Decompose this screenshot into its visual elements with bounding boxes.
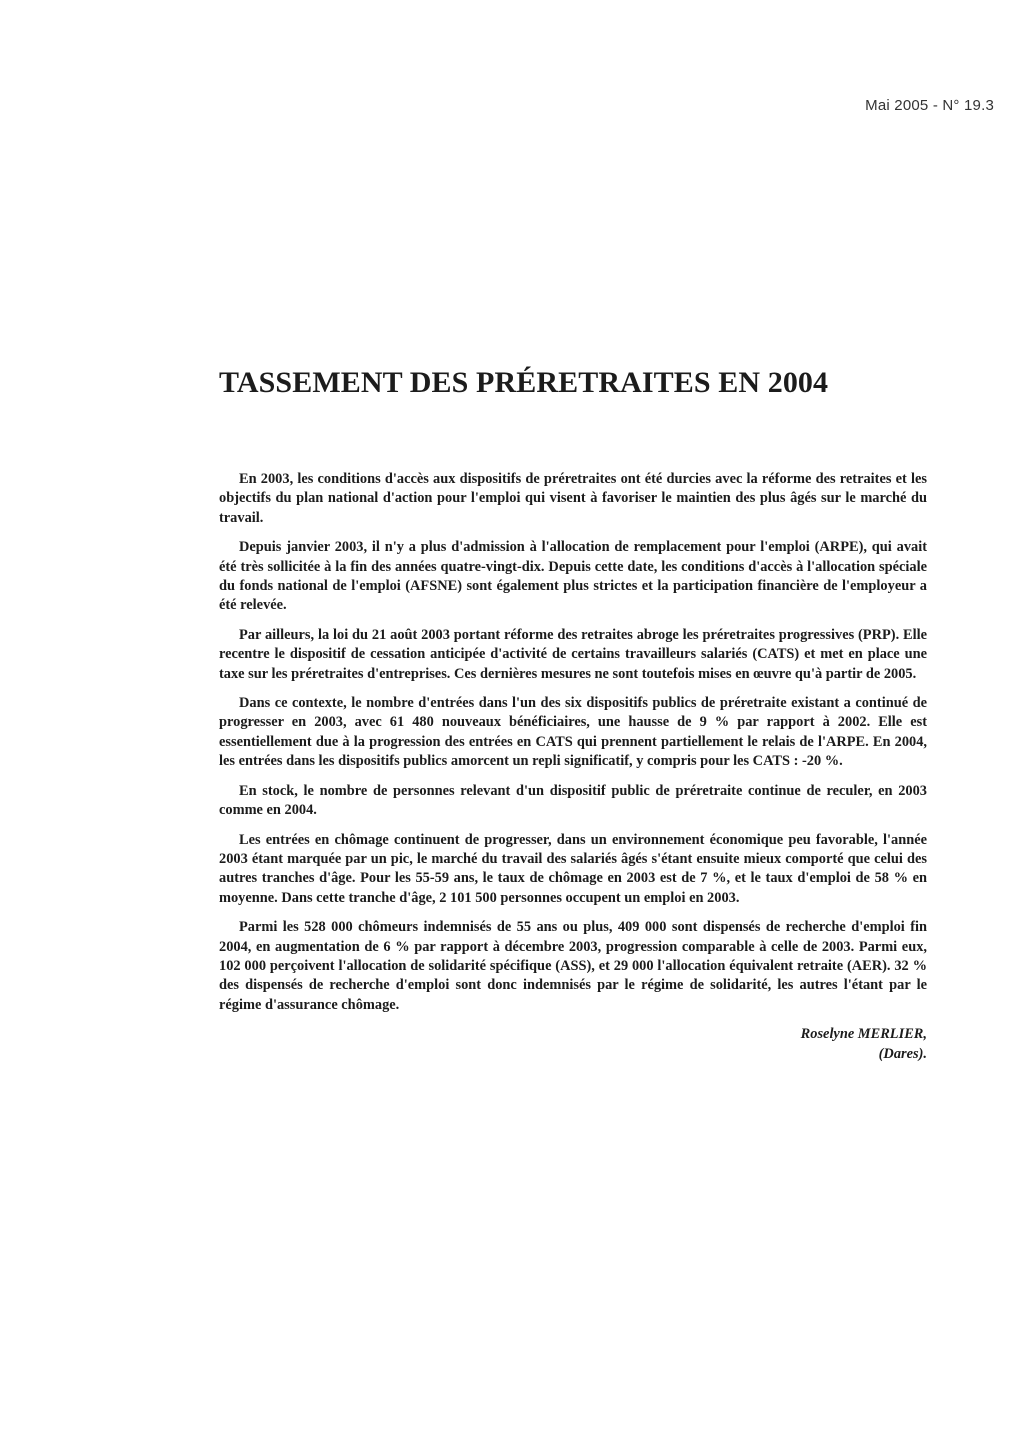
paragraph-2: Depuis janvier 2003, il n'y a plus d'admission à l'allocation de remplacement pour l'emploi (ARPE), qui avait été très sollicitée à la fin des années quatre-vingt-dix. Depuis cette date, les conditions d'accès à l'allocation spéciale du fonds national de l'emploi (AFSNE) sont également plus strictes et la participation financière de l'employeur a été relevée.: [219, 539, 927, 614]
paragraph-7: Parmi les 528 000 chômeurs indemnisés de 55 ans ou plus, 409 000 sont dispensés de recherche d'emploi fin 2004, en augmentation de 6 % par rapport à décembre 2003, progression comparable à celle de 2003. Parmi eux, 102 000 perçoivent l'allocation de solidarité spécifique (ASS), et 29 000 l'allocation équivalent retraite (AER). 32 % des dispensés de recherche d'emploi sont donc indemnisés par le régime de solidarité, les autres l'étant par le régime d'assurance chômage.: [219, 919, 927, 1013]
paragraph-1: En 2003, les conditions d'accès aux dispositifs de préretraites ont été durcies avec la réforme des retraites et les objectifs du plan national d'action pour l'emploi qui visent à favoriser le maintien des plus âgés sur le marché du travail.: [219, 471, 927, 526]
paragraph-4: Dans ce contexte, le nombre d'entrées dans l'un des six dispositifs publics de préretraite existant a continué de progresser en 2003, avec 61 480 nouveaux bénéficiaires, une hausse de 9 % par rapport à 2002. Elle est essentiellement due à la progression des entrées en CATS qui prennent partiellement le relais de l'ARPE. En 2004, les entrées dans les dispositifs publics amorcent un repli significatif, y compris pour les CATS : -20 %.: [219, 695, 927, 770]
signature-affiliation: (Dares).: [878, 1045, 927, 1062]
paragraph-5: En stock, le nombre de personnes relevant d'un dispositif public de préretraite continue de reculer, en 2003 comme en 2004.: [219, 782, 927, 819]
paragraph-6: Les entrées en chômage continuent de progresser, dans un environnement économique peu favorable, l'année 2003 étant marquée par un pic, le marché du travail des salariés âgés s'étant ensuite mieux comporté que celui des autres tranches d'âge. Pour les 55-59 ans, le taux de chômage en 2003 est de 7 %, et le taux d'emploi de 58 % en moyenne. Dans cette tranche d'âge, 2 101 500 personnes occupent un emploi en 2003.: [219, 831, 927, 906]
article-body: [219, 470, 927, 1064]
signature: [219, 1025, 927, 1064]
signature-author: Roselyne MERLIER,: [800, 1026, 927, 1043]
page-title: TASSEMENT DES PRÉRETRAITES EN 2004: [219, 366, 829, 399]
paragraph-3: Par ailleurs, la loi du 21 août 2003 portant réforme des retraites abroge les préretraites progressives (PRP). Elle recentre le dispositif de cessation anticipée d'activité de certains travailleurs salariés (CATS) et met en place une taxe sur les préretraites d'entreprises. Ces dernières mesures ne sont toutefois mises en œuvre qu'à partir de 2005.: [219, 626, 927, 682]
issue-date-number: Mai 2005 - N° 19.3: [865, 97, 994, 114]
